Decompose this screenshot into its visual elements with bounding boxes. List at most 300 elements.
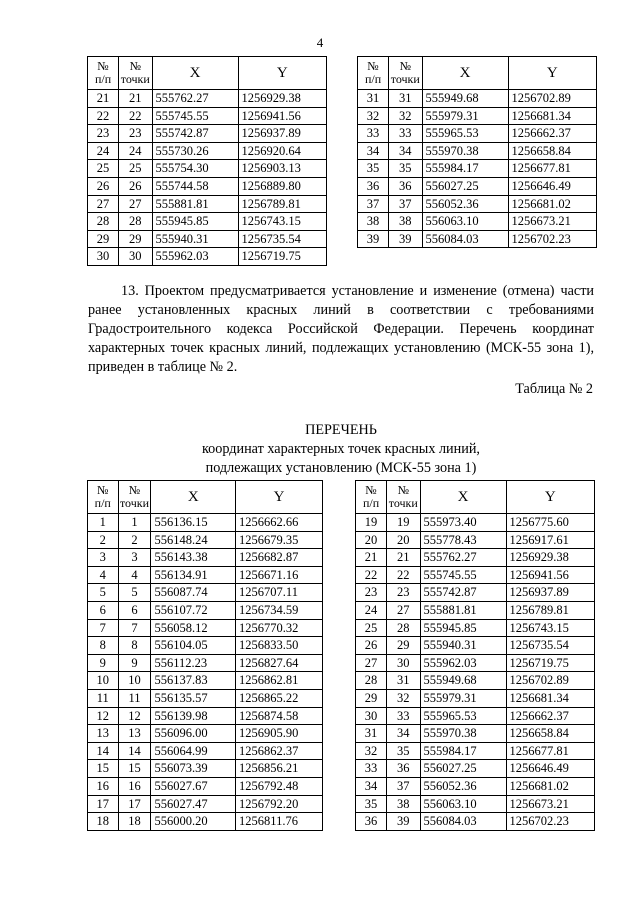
- table-row: [88, 213, 327, 231]
- cell-x: 555881.81: [152, 195, 238, 213]
- cell-num: 15: [88, 760, 119, 778]
- table-row: [356, 742, 595, 760]
- cell-y: 1256856.21: [236, 760, 323, 778]
- cell-x: 556136.15: [151, 514, 236, 532]
- cell-x: 555742.87: [420, 584, 506, 602]
- cell-x: 555742.87: [152, 125, 238, 143]
- table-header-y: Y: [236, 481, 323, 514]
- cell-num: 27: [356, 654, 387, 672]
- table-heading: [88, 421, 594, 478]
- cell-x: 556000.20: [151, 813, 236, 831]
- cell-y: 1256677.81: [508, 160, 596, 178]
- cell-num: 35: [356, 795, 387, 813]
- cell-y: 1256673.21: [508, 213, 596, 231]
- cell-x: 555744.58: [152, 177, 238, 195]
- cell-x: 555881.81: [420, 601, 506, 619]
- cell-x: 556084.03: [422, 230, 508, 248]
- cell-point: 38: [387, 795, 420, 813]
- cell-point: 2: [118, 531, 151, 549]
- cell-point: 36: [387, 760, 420, 778]
- cell-point: 22: [387, 566, 420, 584]
- cell-point: 39: [387, 813, 420, 831]
- cell-y: 1256681.02: [506, 777, 594, 795]
- cell-x: 555940.31: [152, 230, 238, 248]
- table-header-y: Y: [238, 57, 326, 90]
- cell-point: 18: [118, 813, 151, 831]
- cell-x: 556063.10: [422, 213, 508, 231]
- table-header-x: X: [151, 481, 236, 514]
- table-row: [88, 742, 323, 760]
- cell-num: 24: [88, 142, 119, 160]
- paragraph-13: [88, 282, 594, 377]
- cell-x: 556027.67: [151, 777, 236, 795]
- table-header-x: X: [152, 57, 238, 90]
- table-row: [356, 672, 595, 690]
- cell-point: 36: [389, 177, 422, 195]
- cell-num: 25: [356, 619, 387, 637]
- table-row: [88, 725, 323, 743]
- table-row: [88, 230, 327, 248]
- cell-x: 555778.43: [420, 531, 506, 549]
- cell-num: 8: [88, 637, 119, 655]
- cell-num: 30: [356, 707, 387, 725]
- cell-y: 1256662.37: [506, 707, 594, 725]
- cell-point: 35: [389, 160, 422, 178]
- cell-point: 13: [118, 725, 151, 743]
- table-row: [356, 707, 595, 725]
- cell-point: 6: [118, 601, 151, 619]
- table-row: [88, 619, 323, 637]
- cell-num: 31: [358, 90, 389, 108]
- table-row: [88, 125, 327, 143]
- cell-num: 23: [88, 125, 119, 143]
- cell-x: 555979.31: [420, 689, 506, 707]
- cell-x: 556139.98: [151, 707, 236, 725]
- cell-point: 7: [118, 619, 151, 637]
- cell-num: 26: [356, 637, 387, 655]
- cell-num: 39: [358, 230, 389, 248]
- cell-x: 555970.38: [420, 725, 506, 743]
- cell-num: 14: [88, 742, 119, 760]
- table-row: [88, 654, 323, 672]
- coordinates-table-bottom-left: [87, 480, 323, 831]
- table-row: [356, 637, 595, 655]
- table-header-x: X: [422, 57, 508, 90]
- table-row: [88, 177, 327, 195]
- cell-y: 1256865.22: [236, 689, 323, 707]
- cell-x: 556112.23: [151, 654, 236, 672]
- cell-y: 1256682.87: [236, 549, 323, 567]
- cell-x: 555970.38: [422, 142, 508, 160]
- cell-point: 19: [387, 514, 420, 532]
- cell-num: 23: [356, 584, 387, 602]
- table-row: [358, 177, 597, 195]
- cell-point: 34: [387, 725, 420, 743]
- table-row: [88, 514, 323, 532]
- cell-num: 33: [356, 760, 387, 778]
- cell-x: 556058.12: [151, 619, 236, 637]
- table-row: [356, 514, 595, 532]
- cell-y: 1256862.37: [236, 742, 323, 760]
- table-header-point: № точки: [119, 57, 152, 90]
- cell-num: 21: [356, 549, 387, 567]
- cell-x: 556064.99: [151, 742, 236, 760]
- table-row: [88, 107, 327, 125]
- cell-num: 21: [88, 90, 119, 108]
- table-row: [88, 760, 323, 778]
- cell-num: 28: [88, 213, 119, 231]
- cell-y: 1256677.81: [506, 742, 594, 760]
- cell-num: 25: [88, 160, 119, 178]
- cell-y: 1256702.23: [506, 813, 594, 831]
- cell-y: 1256673.21: [506, 795, 594, 813]
- table-header-point: № точки: [118, 481, 151, 514]
- cell-num: 26: [88, 177, 119, 195]
- cell-y: 1256874.58: [236, 707, 323, 725]
- cell-y: 1256702.89: [508, 90, 596, 108]
- cell-point: 10: [118, 672, 151, 690]
- coordinates-table-top-left: [87, 56, 327, 266]
- cell-x: 556087.74: [151, 584, 236, 602]
- paragraph-rest: части ранее установленных красных линий в соответствии с требованиями Градостроительного кодекса Российской Федерации. Перечень координат характерных точек красных линий, подлежащих установлению (МСК-55 зона 1), приведен в таблице № 2.: [88, 283, 594, 375]
- table-row: [88, 248, 327, 266]
- table-row: [358, 90, 597, 108]
- cell-y: 1256941.56: [238, 107, 326, 125]
- cell-x: 556096.00: [151, 725, 236, 743]
- table-row: [88, 637, 323, 655]
- cell-num: 33: [358, 125, 389, 143]
- cell-x: 555754.30: [152, 160, 238, 178]
- cell-x: 556052.36: [422, 195, 508, 213]
- cell-y: 1256707.11: [236, 584, 323, 602]
- table-header-x: X: [420, 481, 506, 514]
- table-header-num: № п/п: [358, 57, 389, 90]
- cell-y: 1256929.38: [506, 549, 594, 567]
- cell-x: 555949.68: [420, 672, 506, 690]
- table-row: [356, 795, 595, 813]
- cell-y: 1256671.16: [236, 566, 323, 584]
- cell-x: 555940.31: [420, 637, 506, 655]
- table-label: Таблица № 2: [515, 381, 593, 397]
- cell-num: 5: [88, 584, 119, 602]
- cell-y: 1256681.34: [506, 689, 594, 707]
- cell-num: 18: [88, 813, 119, 831]
- cell-num: 32: [356, 742, 387, 760]
- cell-x: 556084.03: [420, 813, 506, 831]
- cell-point: 12: [118, 707, 151, 725]
- table-row: [88, 195, 327, 213]
- cell-num: 17: [88, 795, 119, 813]
- table-row: [356, 549, 595, 567]
- table-row: [88, 566, 323, 584]
- cell-x: 555962.03: [420, 654, 506, 672]
- cell-num: 16: [88, 777, 119, 795]
- cell-point: 21: [119, 90, 152, 108]
- cell-num: 9: [88, 654, 119, 672]
- cell-y: 1256702.89: [506, 672, 594, 690]
- cell-y: 1256719.75: [506, 654, 594, 672]
- cell-x: 556027.25: [420, 760, 506, 778]
- table-header-y: Y: [506, 481, 594, 514]
- cell-x: 555762.27: [152, 90, 238, 108]
- cell-point: 14: [118, 742, 151, 760]
- table-row: [358, 195, 597, 213]
- cell-y: 1256937.89: [238, 125, 326, 143]
- cell-x: 555945.85: [152, 213, 238, 231]
- table-row: [88, 777, 323, 795]
- table-row: [356, 689, 595, 707]
- cell-y: 1256679.35: [236, 531, 323, 549]
- heading-line-2: подлежащих установлению (МСК-55 зона 1): [205, 460, 477, 476]
- cell-num: 20: [356, 531, 387, 549]
- cell-num: 38: [358, 213, 389, 231]
- cell-point: 21: [387, 549, 420, 567]
- table-row: [356, 584, 595, 602]
- cell-num: 35: [358, 160, 389, 178]
- table-row: [358, 142, 597, 160]
- cell-x: 555730.26: [152, 142, 238, 160]
- table-header-num: № п/п: [356, 481, 387, 514]
- cell-point: 27: [387, 601, 420, 619]
- table-row: [88, 584, 323, 602]
- cell-x: 555984.17: [420, 742, 506, 760]
- heading-line-1: координат характерных точек красных линий,: [202, 441, 480, 457]
- cell-x: 556052.36: [420, 777, 506, 795]
- table-row: [356, 725, 595, 743]
- table-header-num: № п/п: [88, 57, 119, 90]
- table-row: [358, 230, 597, 248]
- table-row: [358, 125, 597, 143]
- cell-y: 1256658.84: [506, 725, 594, 743]
- cell-y: 1256792.48: [236, 777, 323, 795]
- cell-num: 37: [358, 195, 389, 213]
- cell-point: 37: [387, 777, 420, 795]
- cell-point: 8: [118, 637, 151, 655]
- cell-num: 29: [356, 689, 387, 707]
- cell-y: 1256789.81: [238, 195, 326, 213]
- cell-point: 3: [118, 549, 151, 567]
- heading-title: ПЕРЕЧЕНЬ: [305, 422, 377, 438]
- cell-y: 1256775.60: [506, 514, 594, 532]
- cell-num: 2: [88, 531, 119, 549]
- cell-y: 1256662.66: [236, 514, 323, 532]
- cell-y: 1256827.64: [236, 654, 323, 672]
- cell-num: 3: [88, 549, 119, 567]
- cell-point: 17: [118, 795, 151, 813]
- table-row: [88, 707, 323, 725]
- table-header-point: № точки: [389, 57, 422, 90]
- cell-point: 33: [389, 125, 422, 143]
- cell-point: 30: [387, 654, 420, 672]
- cell-num: 28: [356, 672, 387, 690]
- table-row: [356, 777, 595, 795]
- cell-point: 34: [389, 142, 422, 160]
- cell-x: 555962.03: [152, 248, 238, 266]
- cell-y: 1256658.84: [508, 142, 596, 160]
- cell-num: 19: [356, 514, 387, 532]
- cell-x: 556107.72: [151, 601, 236, 619]
- cell-y: 1256681.02: [508, 195, 596, 213]
- cell-x: 556104.05: [151, 637, 236, 655]
- table-header-y: Y: [508, 57, 596, 90]
- table-row: [358, 160, 597, 178]
- cell-y: 1256735.54: [506, 637, 594, 655]
- cell-point: 1: [118, 514, 151, 532]
- table-row: [88, 160, 327, 178]
- cell-point: 39: [389, 230, 422, 248]
- cell-x: 555965.53: [422, 125, 508, 143]
- cell-y: 1256903.13: [238, 160, 326, 178]
- cell-point: 28: [119, 213, 152, 231]
- cell-y: 1256833.50: [236, 637, 323, 655]
- cell-x: 556143.38: [151, 549, 236, 567]
- table-header-num: № п/п: [88, 481, 119, 514]
- cell-point: 4: [118, 566, 151, 584]
- cell-point: 26: [119, 177, 152, 195]
- cell-y: 1256734.59: [236, 601, 323, 619]
- cell-x: 556063.10: [420, 795, 506, 813]
- cell-point: 29: [387, 637, 420, 655]
- cell-point: 15: [118, 760, 151, 778]
- table-row: [88, 813, 323, 831]
- cell-x: 555945.85: [420, 619, 506, 637]
- cell-point: 31: [387, 672, 420, 690]
- page-number: 4: [316, 35, 324, 50]
- cell-y: 1256929.38: [238, 90, 326, 108]
- cell-x: 555973.40: [420, 514, 506, 532]
- cell-point: 30: [119, 248, 152, 266]
- cell-y: 1256681.34: [508, 107, 596, 125]
- table-row: [88, 795, 323, 813]
- cell-y: 1256811.76: [236, 813, 323, 831]
- table-row: [356, 566, 595, 584]
- cell-num: 34: [356, 777, 387, 795]
- cell-y: 1256662.37: [508, 125, 596, 143]
- cell-num: 34: [358, 142, 389, 160]
- cell-x: 556148.24: [151, 531, 236, 549]
- cell-num: 12: [88, 707, 119, 725]
- coordinates-table-bottom-right: [355, 480, 595, 831]
- cell-y: 1256646.49: [506, 760, 594, 778]
- cell-num: 31: [356, 725, 387, 743]
- cell-y: 1256770.32: [236, 619, 323, 637]
- cell-num: 22: [356, 566, 387, 584]
- paragraph-first-line: 13. Проектом предусматривается установление и изменение (отмена): [121, 283, 555, 299]
- cell-num: 29: [88, 230, 119, 248]
- cell-point: 27: [119, 195, 152, 213]
- table-row: [88, 601, 323, 619]
- cell-num: 30: [88, 248, 119, 266]
- cell-num: 36: [358, 177, 389, 195]
- cell-point: 11: [118, 689, 151, 707]
- table-row: [356, 760, 595, 778]
- table-row: [88, 672, 323, 690]
- cell-x: 555979.31: [422, 107, 508, 125]
- cell-x: 556135.57: [151, 689, 236, 707]
- cell-point: 32: [389, 107, 422, 125]
- table-row: [88, 549, 323, 567]
- cell-num: 7: [88, 619, 119, 637]
- cell-y: 1256719.75: [238, 248, 326, 266]
- cell-y: 1256743.15: [506, 619, 594, 637]
- cell-y: 1256862.81: [236, 672, 323, 690]
- cell-point: 28: [387, 619, 420, 637]
- cell-point: 29: [119, 230, 152, 248]
- cell-x: 556137.83: [151, 672, 236, 690]
- table-row: [356, 654, 595, 672]
- cell-y: 1256889.80: [238, 177, 326, 195]
- cell-x: 555984.17: [422, 160, 508, 178]
- cell-num: 32: [358, 107, 389, 125]
- cell-num: 4: [88, 566, 119, 584]
- table-header-point: № точки: [387, 481, 420, 514]
- cell-x: 555949.68: [422, 90, 508, 108]
- cell-num: 24: [356, 601, 387, 619]
- cell-x: 555745.55: [152, 107, 238, 125]
- cell-num: 10: [88, 672, 119, 690]
- table-row: [356, 531, 595, 549]
- coordinates-table-top-right: [357, 56, 597, 248]
- cell-y: 1256702.23: [508, 230, 596, 248]
- cell-num: 11: [88, 689, 119, 707]
- cell-y: 1256735.54: [238, 230, 326, 248]
- cell-point: 38: [389, 213, 422, 231]
- table-row: [88, 142, 327, 160]
- table-row: [356, 619, 595, 637]
- cell-num: 1: [88, 514, 119, 532]
- cell-y: 1256792.20: [236, 795, 323, 813]
- cell-point: 24: [119, 142, 152, 160]
- cell-point: 5: [118, 584, 151, 602]
- cell-point: 25: [119, 160, 152, 178]
- cell-y: 1256920.64: [238, 142, 326, 160]
- cell-x: 556027.47: [151, 795, 236, 813]
- table-row: [356, 813, 595, 831]
- cell-y: 1256646.49: [508, 177, 596, 195]
- cell-point: 9: [118, 654, 151, 672]
- cell-num: 27: [88, 195, 119, 213]
- cell-x: 555965.53: [420, 707, 506, 725]
- cell-y: 1256917.61: [506, 531, 594, 549]
- cell-num: 6: [88, 601, 119, 619]
- cell-num: 36: [356, 813, 387, 831]
- cell-point: 35: [387, 742, 420, 760]
- table-row: [358, 213, 597, 231]
- cell-y: 1256941.56: [506, 566, 594, 584]
- cell-x: 555762.27: [420, 549, 506, 567]
- cell-y: 1256743.15: [238, 213, 326, 231]
- table-row: [88, 531, 323, 549]
- cell-x: 556134.91: [151, 566, 236, 584]
- cell-y: 1256905.90: [236, 725, 323, 743]
- cell-num: 22: [88, 107, 119, 125]
- cell-x: 556027.25: [422, 177, 508, 195]
- table-row: [358, 107, 597, 125]
- table-row: [356, 601, 595, 619]
- cell-num: 13: [88, 725, 119, 743]
- cell-point: 22: [119, 107, 152, 125]
- cell-point: 16: [118, 777, 151, 795]
- cell-point: 23: [119, 125, 152, 143]
- cell-y: 1256789.81: [506, 601, 594, 619]
- cell-point: 37: [389, 195, 422, 213]
- cell-point: 32: [387, 689, 420, 707]
- cell-y: 1256937.89: [506, 584, 594, 602]
- cell-point: 31: [389, 90, 422, 108]
- table-row: [88, 90, 327, 108]
- table-row: [88, 689, 323, 707]
- cell-point: 20: [387, 531, 420, 549]
